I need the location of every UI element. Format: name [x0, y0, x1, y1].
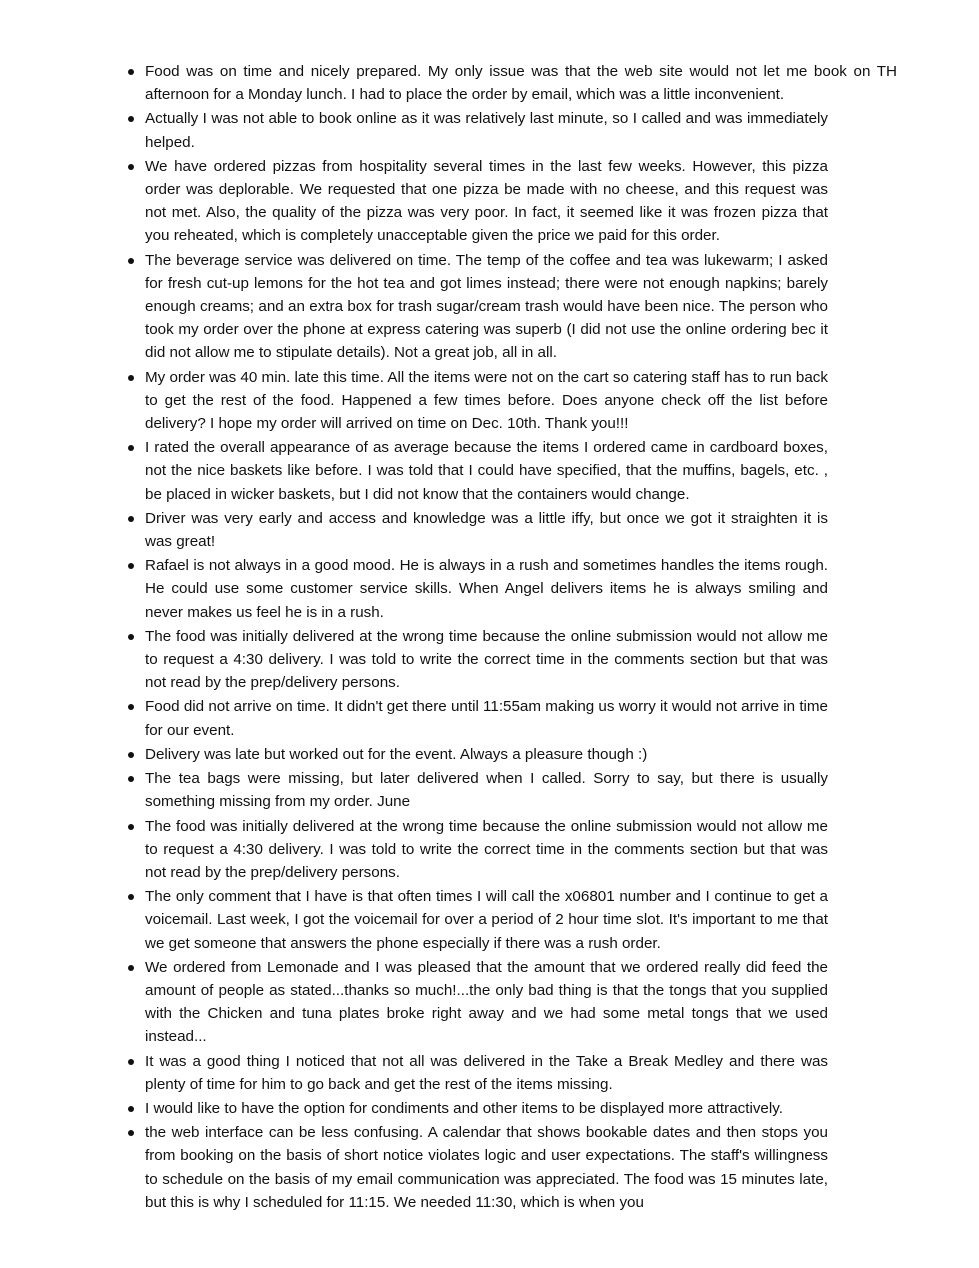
comment-text: Food was on time and nicely prepared. My only issue was that the web site would not let me book on TH afternoon for a Monday lunch. I had to place the order by email, which was a little inconvenient.: [145, 63, 897, 104]
comment-text: the web interface can be less confusing. A calendar that shows bookable dates and then stops you from booking on the basis of short notice violates logic and user expectations. The staff's willingness to schedule on the basis of my email communication was appreciated. The food was 15 minutes late, but this is why I scheduled for 11:15. We needed 11:30, which is when you: [145, 1124, 828, 1211]
list-item: [128, 1121, 828, 1214]
list-item: [128, 554, 828, 624]
comment-text: The only comment that I have is that often times I will call the x06801 number and I continue to get a voicemail. Last week, I got the voicemail for over a period of 2 hour time slot. It's important to me that we get someone that answers the phone especially if there was a rush order.: [145, 888, 828, 952]
bullet-icon: [128, 776, 134, 782]
list-item: [128, 885, 828, 955]
comment-text: The beverage service was delivered on time. The temp of the coffee and tea was lukewarm; I asked for fresh cut-up lemons for the hot tea and got limes instead; there were not enough napkins; barely enough creams; and an extra box for trash sugar/cream trash would have been nice. The person who took my order over the phone at express catering was superb (I did not use the online ordering bec it did not allow me to stipulate details). Not a great job, all in all.: [145, 251, 828, 362]
bullet-icon: [128, 752, 134, 758]
bullet-icon: [128, 445, 134, 451]
bullet-icon: [128, 516, 134, 522]
comment-text: Food did not arrive on time. It didn't get there until 11:55am making us worry it would not arrive in time for our event.: [145, 698, 829, 739]
comment-list: [128, 60, 897, 1215]
bullet-icon: [128, 634, 134, 640]
bullet-icon: [128, 824, 134, 830]
list-item: [128, 366, 828, 436]
bullet-icon: [128, 375, 134, 381]
bullet-icon: [128, 69, 134, 75]
bullet-icon: [128, 116, 134, 122]
comment-text: Delivery was late but worked out for the event. Always a pleasure though :): [145, 745, 648, 763]
list-item: [128, 249, 828, 365]
bullet-icon: [128, 164, 134, 170]
bullet-icon: [128, 704, 134, 710]
list-item: [128, 956, 828, 1049]
list-item: [128, 743, 828, 766]
bullet-icon: [128, 258, 134, 264]
bullet-icon: [128, 1106, 134, 1112]
comment-text: The food was initially delivered at the wrong time because the online submission would not allow me to request a 4:30 delivery. I was told to write the correct time in the comments section but that was not read by the prep/delivery persons.: [145, 817, 828, 881]
bullet-icon: [128, 965, 134, 971]
comment-text: Driver was very early and access and knowledge was a little iffy, but once we got it straighten it is was great!: [145, 509, 828, 551]
list-item: [128, 436, 828, 506]
bullet-icon: [128, 563, 134, 569]
comment-text: I would like to have the option for condiments and other items to be displayed more attractively.: [145, 1099, 783, 1117]
list-item: [128, 625, 828, 695]
list-item: [128, 107, 828, 153]
bullet-icon: [128, 1130, 134, 1136]
comment-text: I rated the overall appearance of as average because the items I ordered came in cardboard boxes, not the nice baskets like before. I was told that I could have specified, that the muffins, bagels, etc. , be placed in wicker baskets, but I did not know that the containers would change.: [145, 439, 828, 503]
comment-text: My order was 40 min. late this time. All the items were not on the cart so catering staff has to run back to get the rest of the food. Happened a few times before. Does anyone check off the list before delivery? I hope my order will arrived on time on Dec. 10th. Thank you!!!: [145, 368, 828, 433]
list-item: [128, 60, 897, 106]
bullet-icon: [128, 894, 134, 900]
comment-text: The tea bags were missing, but later delivered when I called. Sorry to say, but there is usually something missing from my order. June: [145, 770, 828, 811]
list-item: [128, 767, 828, 813]
bullet-icon: [128, 1059, 134, 1065]
list-item: [128, 507, 828, 553]
comment-text: Rafael is not always in a good mood. He is always in a rush and sometimes handles the items rough. He could use some customer service skills. When Angel delivers items he is always smiling and never makes us feel he is in a rush.: [145, 557, 828, 621]
list-item: [128, 1050, 828, 1096]
comment-text: We ordered from Lemonade and I was pleased that the amount that we ordered really did feed the amount of people as stated...thanks so much!...the only bad thing is that the tongs that you supplied with the Chicken and tuna plates broke right away and we had some metal tongs that we used instead...: [145, 958, 828, 1046]
list-item: [128, 815, 828, 885]
list-item: [128, 695, 828, 741]
comment-text: The food was initially delivered at the wrong time because the online submission would not allow me to request a 4:30 delivery. I was told to write the correct time in the comments section but that was not read by the prep/delivery persons.: [145, 627, 828, 692]
list-item: [128, 155, 828, 248]
comment-text: It was a good thing I noticed that not all was delivered in the Take a Break Medley and there was plenty of time for him to go back and get the rest of the items missing.: [145, 1052, 828, 1093]
comment-text: Actually I was not able to book online as it was relatively last minute, so I called and was immediately helped.: [145, 110, 828, 151]
list-item: [128, 1097, 828, 1120]
comment-text: We have ordered pizzas from hospitality several times in the last few weeks. However, this pizza order was deplorable. We requested that one pizza be made with no cheese, and this request was not met. Also, the quality of the pizza was very poor. In fact, it seemed like it was frozen pizza that you reheated, which is completely unacceptable given the price we paid for this order.: [145, 157, 828, 245]
